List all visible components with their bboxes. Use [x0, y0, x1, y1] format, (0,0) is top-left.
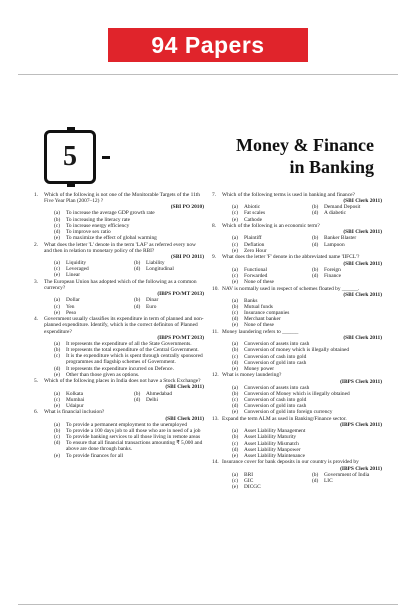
- option-text: Conversion of gold into foreign currency: [244, 409, 333, 416]
- question-item: [34, 279, 204, 316]
- option-text: Liquidity: [66, 260, 87, 267]
- option-text: Asset Liability Mismatch: [244, 440, 299, 447]
- option-text: It represents the expenditure incurred on Defence.: [66, 365, 174, 372]
- option-letter: (a): [54, 340, 60, 347]
- option-text: Other than those given as options.: [66, 371, 140, 378]
- question-text: The European Union has adopted which of the following as a common currency?: [44, 278, 197, 292]
- answer-option: [44, 353, 204, 365]
- option-text: Asset Liability Manpower: [244, 446, 301, 453]
- option-text: To increase the average GDP growth rate: [66, 210, 155, 217]
- option-text: Conversion of cash into gold: [244, 397, 307, 404]
- option-letter: (b): [54, 427, 61, 434]
- question-item: [34, 409, 204, 458]
- option-letter: (e): [232, 247, 238, 254]
- chapter-title: [154, 134, 374, 178]
- question-source: (SBI Clerk 2011): [165, 384, 204, 391]
- option-text: Liability: [146, 260, 165, 267]
- question-number: 14.: [212, 459, 219, 466]
- option-letter: (d): [134, 396, 141, 403]
- option-letter: (c): [232, 210, 238, 217]
- option-letter: (e): [232, 409, 238, 416]
- option-text: Dinar: [146, 297, 159, 304]
- answer-option: [44, 272, 204, 278]
- option-letter: (a): [54, 260, 60, 267]
- question-item: [34, 378, 204, 409]
- option-text: Lampoon: [324, 241, 345, 248]
- question-item: [34, 242, 204, 279]
- option-letter: (d): [232, 446, 239, 453]
- option-letter: (b): [54, 216, 61, 223]
- option-text: Asset Liability Management: [244, 428, 306, 435]
- question-text: Money laundering refers to ______: [222, 329, 299, 335]
- question-text: Which of the following terms is used in banking and finance?: [222, 192, 355, 198]
- question-text: Which of the following is not one of the Monitorable Targets of the 11th Five Year Plan (2007–12) ?: [44, 192, 200, 205]
- option-letter: (d): [312, 272, 319, 279]
- option-letter: (a): [232, 384, 238, 391]
- option-letter: (b): [312, 266, 319, 273]
- question-number: 3.: [34, 278, 39, 285]
- answer-option: [222, 279, 382, 285]
- option-text: Cathode: [244, 216, 262, 223]
- option-text: It represents the expenditure of all the State Governments.: [66, 340, 192, 347]
- answer-option: [44, 235, 204, 241]
- option-text: Conversion of assets into cash: [244, 384, 310, 391]
- option-letter: (c): [54, 266, 60, 273]
- question-text: Government usually classifies its expenditure in term of planned and non-planned expenditure. Identify, which is the correct definiton of Planned expenditure?: [44, 316, 204, 335]
- question-number: 6.: [34, 409, 39, 416]
- question-source: (IBPS Clerk 2011): [340, 465, 382, 472]
- option-letter: (e): [232, 452, 238, 459]
- option-letter: (b): [232, 347, 239, 354]
- question-item: [212, 286, 382, 329]
- option-text: Government of India: [324, 471, 370, 478]
- option-letter: (e): [232, 484, 238, 491]
- option-letter: (a): [232, 204, 238, 211]
- option-letter: (b): [232, 303, 239, 310]
- question-number: 8.: [212, 223, 217, 230]
- option-text: Forwarded: [244, 272, 268, 279]
- option-letter: (d): [312, 477, 319, 484]
- option-letter: (c): [232, 310, 238, 317]
- question-item: [212, 223, 382, 254]
- option-letter: (e): [54, 272, 60, 279]
- option-letter: (d): [312, 210, 319, 217]
- question-text: What does the letter 'F' denote in the abbreviated name 'IIFCL'?: [222, 254, 360, 261]
- option-text: To increase energy efficiency: [66, 222, 130, 229]
- option-text: Mutual funds: [244, 303, 273, 310]
- question-text: Which of the following places in India does not have a Stock Exchange?: [44, 378, 201, 385]
- option-letter: (a): [54, 297, 60, 304]
- option-text: None of these: [244, 278, 274, 285]
- option-text: Merchant banker: [244, 316, 281, 323]
- option-letter: (a): [232, 341, 238, 348]
- option-text: Conversion of assets into cash: [244, 341, 310, 348]
- option-text: Money power: [244, 365, 275, 372]
- answer-option: [222, 366, 382, 372]
- option-letter: (c): [232, 397, 238, 404]
- option-text: Insurance companies: [244, 310, 290, 317]
- question-text: What does the letter 'L' denote in the term 'LAF' as referred every now and then in relation to monetary policy of the RBI?: [44, 241, 196, 254]
- question-number: 11.: [212, 329, 219, 335]
- option-text: Udaipur: [66, 402, 84, 409]
- question-text: What is money laundering?: [222, 372, 282, 379]
- option-letter: (c): [54, 434, 60, 441]
- question-text: Expand the term ALM as used in Banking/Finance sector.: [222, 415, 347, 422]
- option-text: DICGC: [244, 484, 261, 491]
- option-text: To ensure that all financial transactions amounting ₹ 5,000 and above are done through banks.: [66, 440, 203, 453]
- option-text: Asset Liability Maturity: [244, 434, 297, 441]
- option-text: To increasing the literacy rate: [66, 216, 130, 223]
- option-letter: (e): [54, 309, 60, 316]
- option-letter: (e): [232, 365, 238, 372]
- option-letter: (d): [54, 440, 61, 447]
- option-text: Conversion of gold into cash: [244, 359, 307, 366]
- option-text: Delhi: [146, 396, 158, 403]
- question-source: (IBPS PO/MT 2013): [157, 291, 204, 298]
- option-letter: (a): [232, 235, 238, 242]
- option-text: LIC: [324, 477, 333, 484]
- question-source: (SBI Clerk 2011): [343, 260, 382, 267]
- option-letter: (c): [232, 353, 238, 360]
- option-letter: (e): [54, 235, 60, 242]
- option-letter: (d): [54, 228, 61, 235]
- option-letter: (b): [134, 390, 141, 397]
- option-text: To provide banking services to all those living in remote areas: [66, 434, 201, 441]
- option-text: Conversion of cash into gold: [244, 353, 307, 360]
- option-text: To provide finances for all: [66, 452, 124, 459]
- right-column: [212, 192, 382, 491]
- option-letter: (b): [54, 347, 61, 354]
- answer-option: [44, 310, 204, 316]
- answer-option: [44, 372, 204, 378]
- question-source: (IBPS Clerk 2011): [340, 378, 382, 385]
- option-letter: (c): [232, 440, 238, 447]
- option-text: Finance: [324, 272, 342, 279]
- option-letter: (e): [232, 278, 238, 285]
- option-letter: (b): [312, 235, 319, 242]
- question-source: (IBPS Clerk 2011): [340, 422, 382, 429]
- option-text: Banks: [244, 297, 258, 304]
- question-item: [212, 254, 382, 285]
- option-letter: (c): [232, 272, 238, 279]
- question-number: 7.: [212, 192, 217, 198]
- option-text: None of these: [244, 322, 274, 329]
- option-text: Foreign: [324, 266, 341, 273]
- question-number: 5.: [34, 378, 39, 385]
- option-letter: (c): [232, 477, 238, 484]
- option-letter: (e): [232, 322, 238, 329]
- question-source: (SBI Clerk 2011): [165, 415, 204, 422]
- chapter-number: 5: [44, 130, 96, 184]
- option-text: BRI: [244, 471, 253, 478]
- question-source: (SBI PO 2010): [170, 204, 204, 211]
- answer-option: [222, 322, 382, 328]
- answer-option: [44, 440, 204, 452]
- answer-option: [44, 453, 204, 459]
- option-text: To provide a 100 days job to all those who are in need of a job: [66, 427, 201, 434]
- option-text: Plaintiff: [244, 235, 262, 242]
- option-text: Demand Deposit: [324, 204, 361, 211]
- chapter-title-line-2: in Banking: [289, 157, 374, 177]
- heading-connector: [102, 156, 110, 159]
- option-text: Mumbai: [66, 396, 85, 403]
- option-letter: (e): [54, 402, 60, 409]
- chapter-heading: [44, 130, 374, 186]
- question-item: [34, 192, 204, 241]
- option-letter: (c): [54, 303, 60, 310]
- option-letter: (d): [134, 303, 141, 310]
- option-text: Functional: [244, 266, 268, 273]
- option-text: Longitudinal: [146, 266, 174, 273]
- option-letter: (b): [134, 297, 141, 304]
- option-letter: (a): [54, 421, 60, 428]
- question-source: (SBI Clerk 2011): [343, 229, 382, 236]
- option-text: Abiotic: [244, 204, 261, 211]
- question-number: 12.: [212, 372, 219, 379]
- option-letter: (b): [134, 260, 141, 267]
- question-item: [212, 372, 382, 415]
- answer-option: [222, 248, 382, 254]
- page-banner: 94 Papers: [108, 28, 308, 62]
- option-letter: (c): [54, 396, 60, 403]
- option-text: Banker Blaster: [324, 235, 357, 242]
- option-text: Ahmedabad: [146, 390, 173, 397]
- left-column: [34, 192, 204, 459]
- question-number: 10.: [212, 285, 219, 292]
- option-letter: (b): [312, 204, 319, 211]
- question-source: (SBI Clerk 2011): [343, 335, 382, 342]
- option-letter: (e): [232, 216, 238, 223]
- option-letter: (b): [312, 471, 319, 478]
- option-letter: (c): [54, 222, 60, 229]
- option-letter: (c): [54, 353, 60, 360]
- option-letter: (d): [232, 403, 239, 410]
- question-text: Which of the following is an economic term?: [222, 223, 320, 230]
- option-text: It represents the total expenditure of the Central Government.: [66, 347, 199, 354]
- option-letter: (d): [54, 365, 61, 372]
- option-text: To maximize the effect of global warming: [66, 235, 157, 242]
- option-text: Leveraged: [66, 266, 89, 273]
- option-letter: (a): [232, 471, 238, 478]
- option-letter: (a): [54, 210, 60, 217]
- chapter-title-line-1: Money & Finance: [236, 135, 374, 155]
- option-letter: (a): [232, 266, 238, 273]
- option-letter: (d): [232, 359, 239, 366]
- question-source: (SBI PO 2011): [171, 253, 204, 260]
- option-letter: (b): [232, 390, 239, 397]
- option-text: Linear: [66, 272, 81, 279]
- question-number: 4.: [34, 316, 39, 323]
- bottom-rule: [18, 604, 398, 605]
- option-letter: (d): [232, 316, 239, 323]
- option-text: Deflation: [244, 241, 265, 248]
- option-text: Kolkata: [66, 390, 84, 397]
- question-number: 1.: [34, 192, 39, 198]
- option-text: Yen: [66, 303, 75, 310]
- top-rule: [18, 74, 398, 75]
- option-text: It is the expenditure which is spent through centrally sponsored programmes and flagship schemes of Government.: [66, 353, 203, 366]
- option-text: Conversion of Money which is illegally obtained: [244, 390, 350, 397]
- option-text: Conversion of gold into cash: [244, 403, 307, 410]
- option-text: A diabetic: [324, 210, 347, 217]
- answer-option: [222, 217, 382, 223]
- option-letter: (e): [54, 371, 60, 378]
- question-source: (SBI Clerk 2011): [343, 291, 382, 298]
- question-source: (SBI Clerk 2011): [343, 198, 382, 205]
- question-number: 9.: [212, 254, 217, 261]
- question-number: 2.: [34, 241, 39, 248]
- option-text: To provide a permanent employment to the unemployed: [66, 421, 188, 428]
- option-letter: (a): [232, 297, 238, 304]
- option-letter: (a): [54, 390, 60, 397]
- option-letter: (e): [54, 452, 60, 459]
- option-text: Peso: [66, 309, 77, 316]
- question-source: (IBPS PO/MT 2013): [157, 334, 204, 341]
- question-item: [34, 316, 204, 378]
- question-columns: [34, 192, 382, 604]
- question-item: [212, 329, 382, 372]
- question-item: [212, 416, 382, 459]
- question-text: NAV is normally used in respect of schemes floated by ______.: [222, 285, 360, 292]
- option-text: GIC: [244, 477, 254, 484]
- question-item: [212, 192, 382, 223]
- option-text: Dollar: [66, 297, 80, 304]
- option-letter: (c): [232, 241, 238, 248]
- answer-option: [222, 484, 382, 490]
- option-letter: (d): [134, 266, 141, 273]
- option-text: Fat scales: [244, 210, 266, 217]
- question-number: 13.: [212, 415, 219, 422]
- option-text: Euro: [146, 303, 157, 310]
- answer-option: [222, 409, 382, 415]
- question-text: Insurance cover for bank deposits in our country is provided by: [222, 459, 359, 466]
- option-text: Zero Hour: [244, 247, 267, 254]
- option-text: To improve sex ratio: [66, 228, 111, 235]
- question-item: [212, 459, 382, 490]
- option-letter: (a): [232, 428, 238, 435]
- option-text: Conversion of money which is illegally obtained: [244, 347, 350, 354]
- question-text: What is financial inclusion?: [44, 409, 105, 416]
- option-text: Asset Liability Maintenance: [244, 452, 306, 459]
- option-letter: (d): [312, 241, 319, 248]
- option-letter: (b): [232, 434, 239, 441]
